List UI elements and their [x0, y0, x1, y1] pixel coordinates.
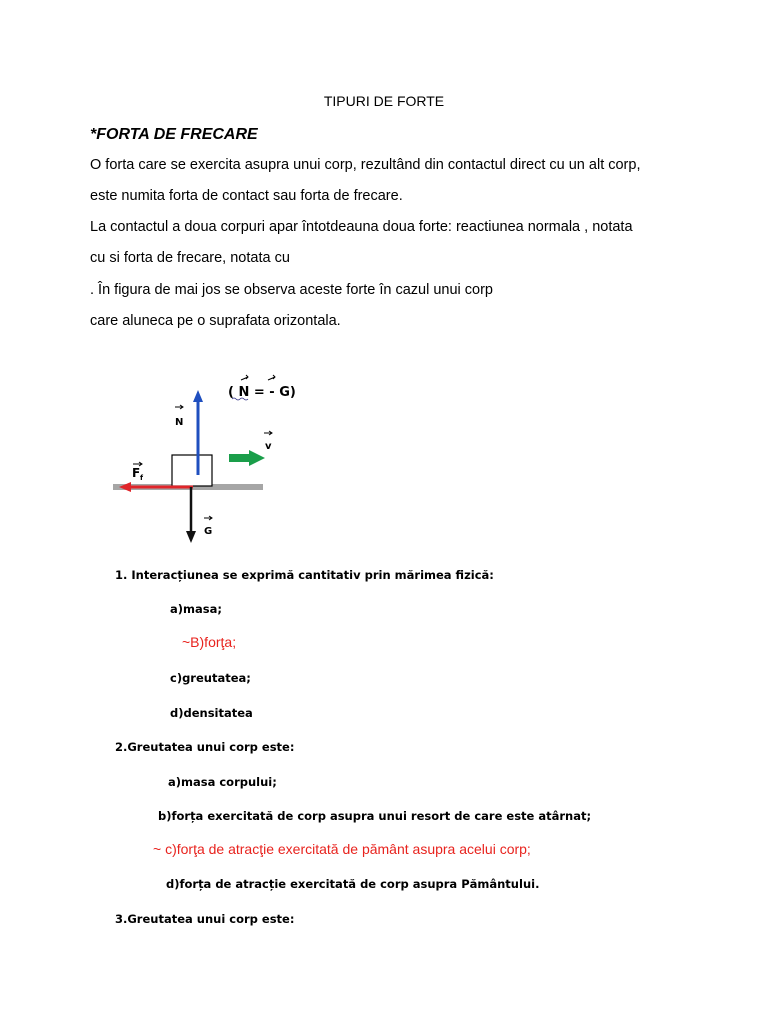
- question-1-prompt: 1. Interacțiunea se exprimă cantitativ prin mărimea fizică:: [115, 568, 494, 582]
- normal-force-label: N: [175, 417, 184, 428]
- normal-force-arrowhead: [193, 390, 203, 402]
- force-diagram: [105, 370, 305, 545]
- question-2-prompt: 2.Greutatea unui corp este:: [115, 740, 295, 754]
- paragraph-line: . În figura de mai jos se observa aceste forte în cazul unui corp: [90, 282, 493, 298]
- equation-g-vector-mark: [268, 375, 275, 380]
- normal-vector-mark: [175, 405, 183, 409]
- equation-label: ( N = - G): [228, 385, 296, 400]
- question-1-option-a[interactable]: a)masa;: [170, 602, 222, 616]
- block-body: [172, 455, 212, 486]
- velocity-arrowhead: [249, 450, 265, 466]
- section-heading: *FORTA DE FRECARE: [90, 126, 258, 143]
- friction-force-subscript: f: [140, 474, 144, 482]
- question-2-option-b[interactable]: b)forța exercitată de corp asupra unui resort de care este atârnat;: [158, 809, 592, 823]
- equation-n-vector-mark: [241, 375, 248, 380]
- question-1-option-b-correct[interactable]: ~B)forţa;: [182, 634, 237, 650]
- question-2-option-a[interactable]: a)masa corpului;: [168, 775, 277, 789]
- friction-force-label: F: [132, 466, 141, 480]
- weight-vector-mark: [204, 516, 212, 520]
- question-3-prompt: 3.Greutatea unui corp este:: [115, 912, 295, 926]
- weight-force-label: G: [204, 526, 213, 537]
- paragraph-line: cu si forta de frecare, notata cu: [90, 250, 290, 266]
- question-1-option-d[interactable]: d)densitatea: [170, 706, 253, 720]
- velocity-label: v: [265, 441, 272, 452]
- paragraph-line: O forta care se exercita asupra unui corp, rezultând din contactul direct cu un alt corp,: [90, 157, 641, 173]
- weight-force-arrowhead: [186, 531, 196, 543]
- paragraph-line: este numita forta de contact sau forta de frecare.: [90, 188, 403, 204]
- velocity-arrow-shaft: [229, 454, 251, 462]
- question-2-option-c-correct[interactable]: ~ c)forţa de atracţie exercitată de pământ asupra acelui corp;: [153, 841, 531, 857]
- question-2-option-d[interactable]: d)forța de atracție exercitată de corp asupra Pământului.: [166, 877, 540, 891]
- paragraph-line: La contactul a doua corpuri apar întotdeauna doua forte: reactiunea normala , notata: [90, 219, 633, 235]
- friction-force-arrowhead: [119, 482, 131, 492]
- question-1-option-c[interactable]: c)greutatea;: [170, 671, 251, 685]
- paragraph-line: care aluneca pe o suprafata orizontala.: [90, 313, 341, 329]
- velocity-vector-mark: [264, 431, 272, 435]
- page-title: TIPURI DE FORTE: [323, 93, 445, 109]
